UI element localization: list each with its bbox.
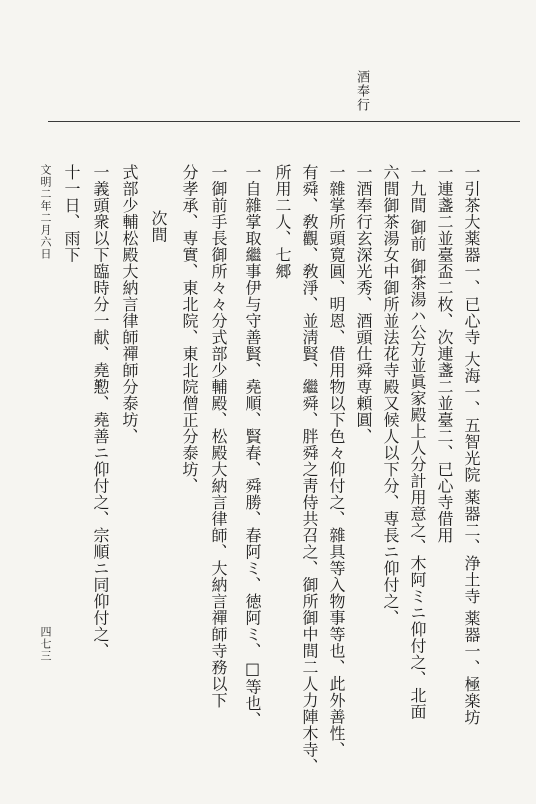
text-column-8: 所用二人、七郷 [273, 164, 292, 280]
text-column-2: 一連盞二並臺盃二枚、次連盞二並臺二、已心寺借用 [435, 164, 454, 544]
text-column-11: 分孝承、専實、東北院、東北院僧正分泰坊、 [180, 164, 199, 494]
text-column-1: 一引茶大薬器一、已心寺 大海一、五智光院 薬器二、浄土寺 薬器一、極楽坊 [462, 164, 481, 726]
text-column-5: 一酒奉行玄深光秀、酒頭仕舜専頼圓、 [354, 164, 373, 445]
text-column-12: 次間 [149, 210, 168, 243]
text-column-3: 一九間 御前 御茶湯ハ公方並眞家殿上人分計用意之、木阿ミニ仰付之、北面 [408, 164, 427, 720]
running-title: 酒奉行 [354, 70, 369, 112]
text-column-9: 一自雜掌取繼事伊与守善賢、堯順、賢春、舜勝、春阿ミ、徳阿ミ、□等也、 [243, 164, 262, 728]
text-column-15: 十一日、雨下 [62, 164, 81, 263]
text-column-7: 有舜、敎觀、敎淨、並淸賢、繼舜、胖舜之靑侍共召之、御所御中間二人力陣木寺、 [300, 164, 319, 775]
text-column-13: 式部少輔松殿大納言律師禪師分泰坊、 [120, 164, 139, 445]
text-column-14: 一義頭衆以下臨時分一献、堯懃、堯善ニ仰付之、宗順ニ同仰付之、 [91, 164, 110, 659]
text-column-6: 一雜掌所頭寛圓、明恩、借用物以下色々仰付之、雜具等入物事等也、此外善性、 [327, 164, 346, 758]
header-rule [48, 121, 520, 122]
text-column-4: 六間御茶湯女中御所並法花寺殿又候人以下分、専長ニ仰付之、 [381, 164, 400, 626]
page-number: 四七三 [39, 626, 52, 662]
date-note: 文明二年二月六日 [39, 164, 52, 260]
text-column-10: 一御前手長御所々々分式部少輔殿、松殿大納言律師、大納言禪師寺務以下 [209, 164, 228, 709]
